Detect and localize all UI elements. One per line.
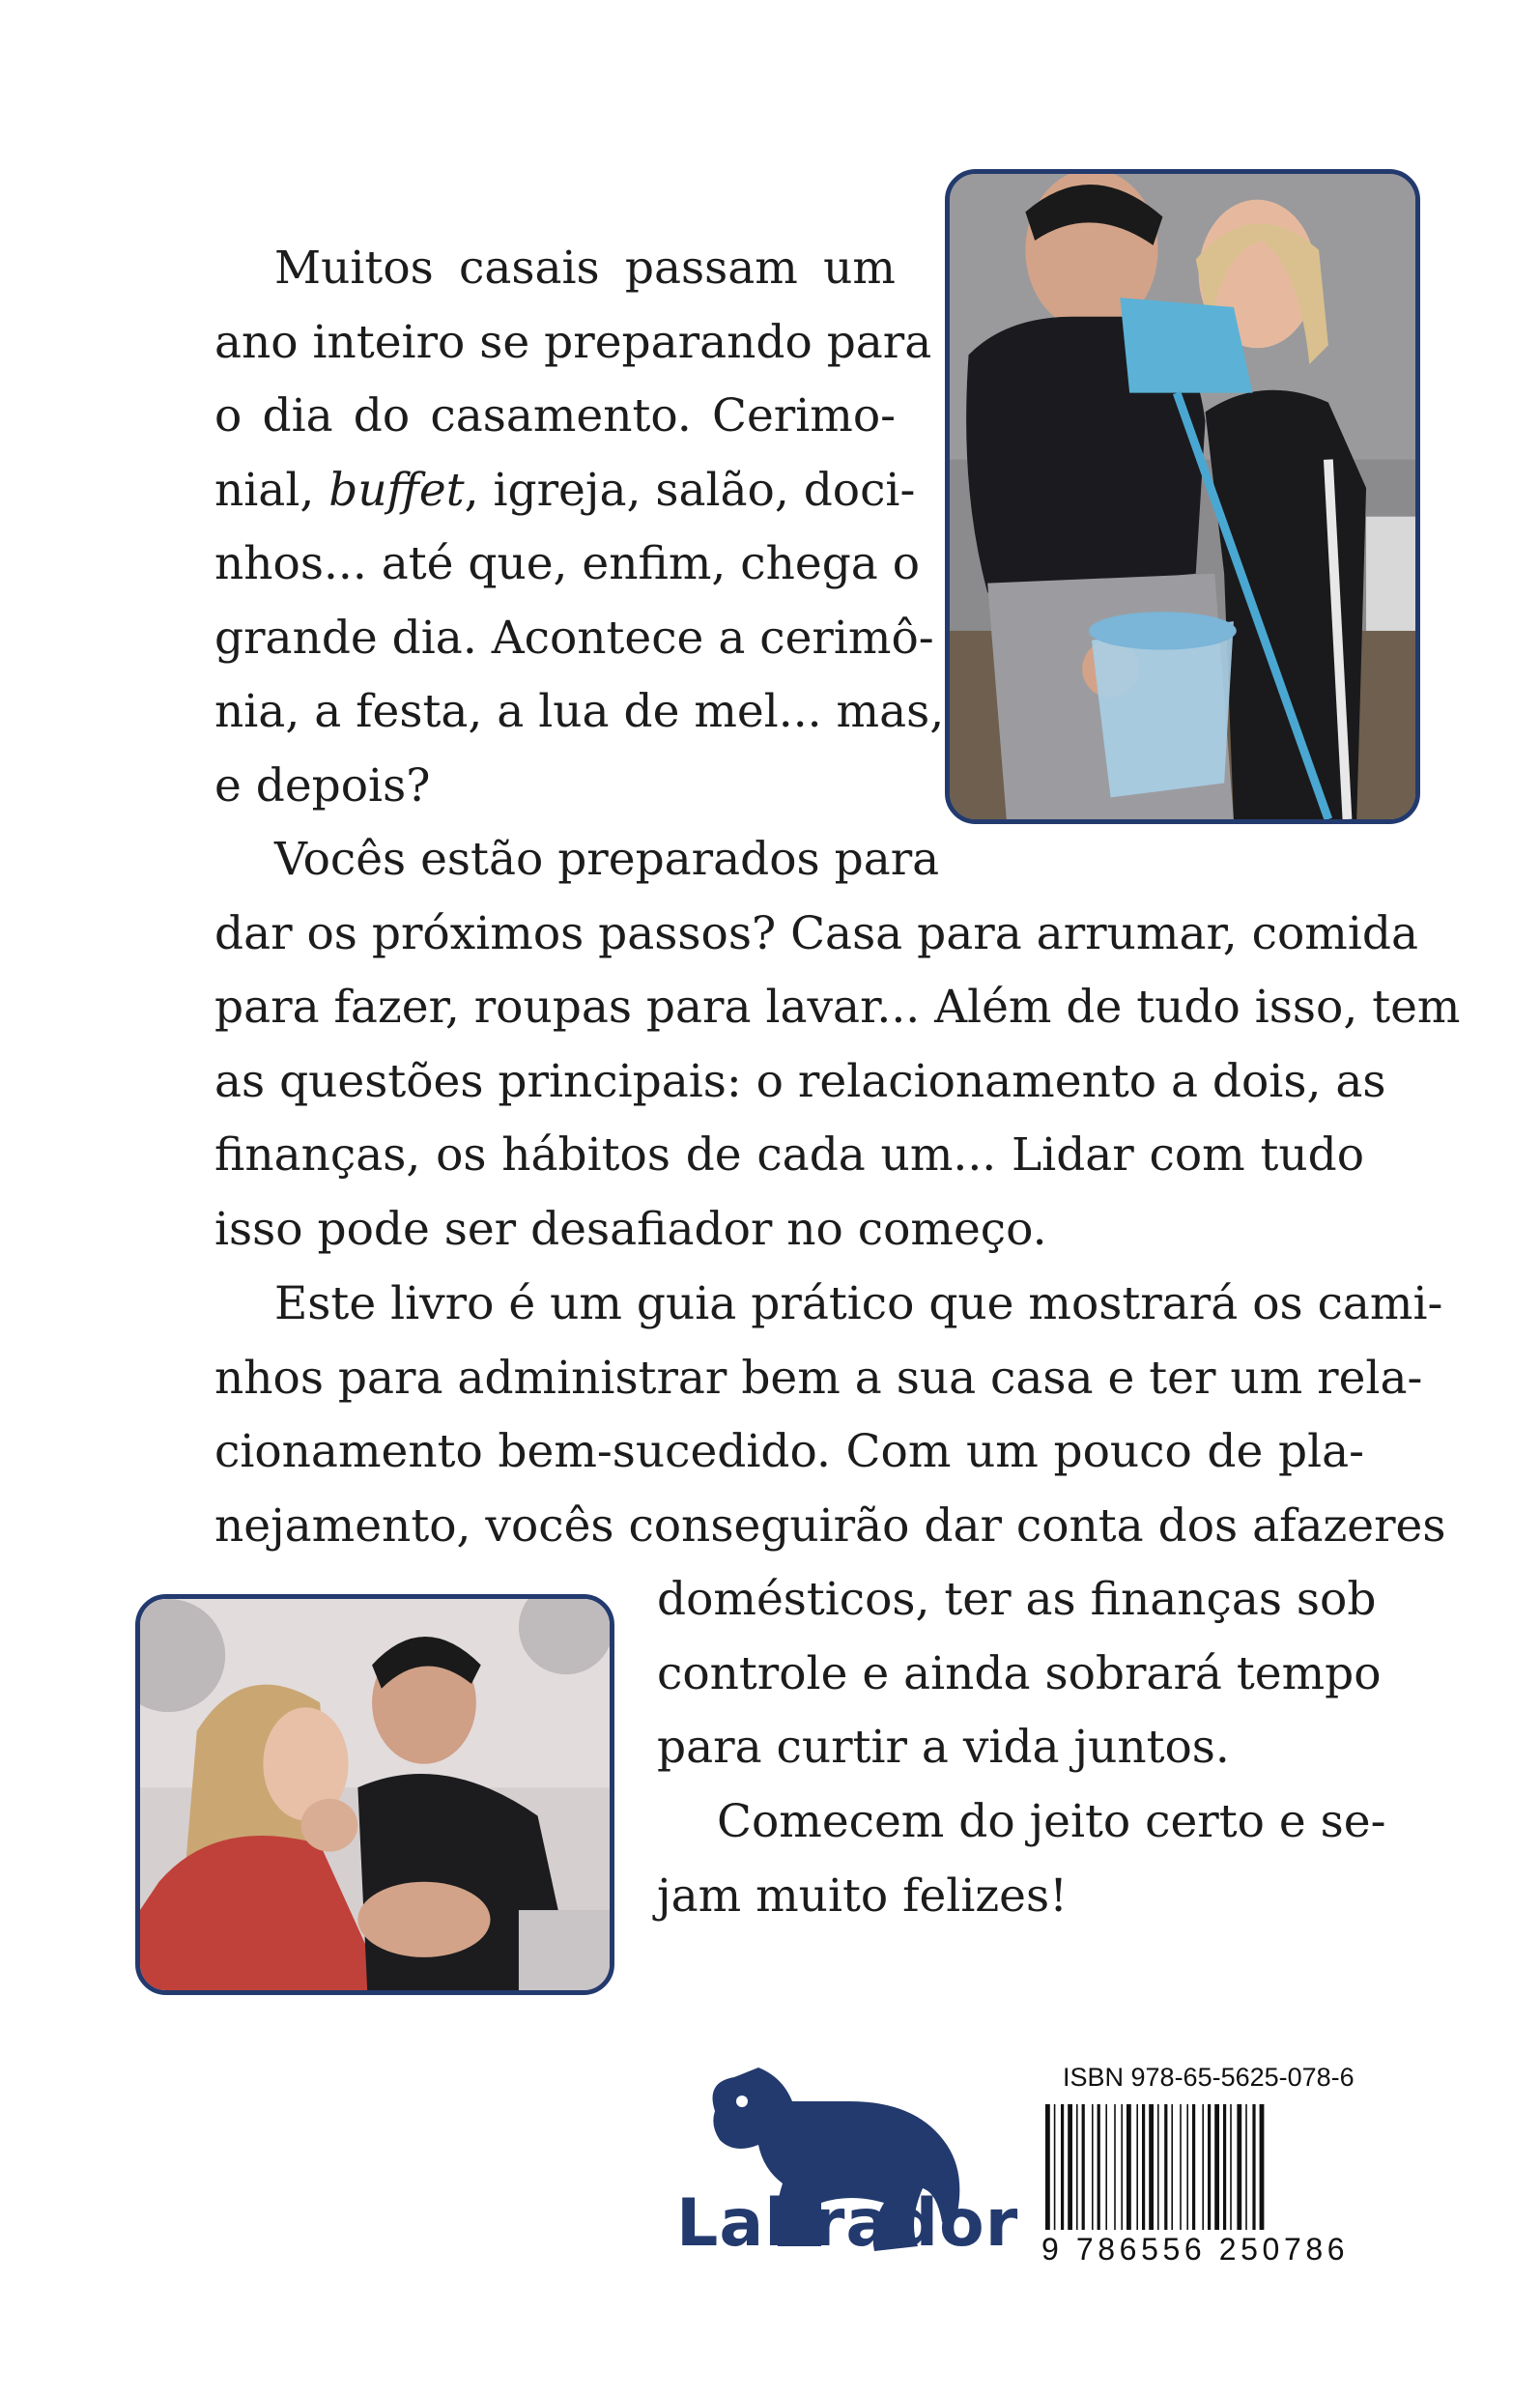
text-line: [214, 454, 916, 528]
barcode-bar: [1098, 2104, 1100, 2230]
barcode: [1041, 2104, 1341, 2230]
barcode-bar: [1252, 2104, 1255, 2230]
paragraph-2: [214, 823, 1461, 1267]
barcode-bar: [1260, 2104, 1265, 2230]
barcode-bar: [1114, 2104, 1116, 2230]
barcode-bar: [1126, 2104, 1131, 2230]
barcode-bar: [1208, 2104, 1211, 2230]
paragraph-3-continued: [657, 1563, 1382, 1785]
barcode-bar: [1171, 2104, 1173, 2230]
barcode-bar: [1245, 2104, 1247, 2230]
text-line: Este livro é um guia prático que mostrará os cami-: [274, 1277, 1443, 1330]
couple-cleaning-photo: [945, 169, 1420, 824]
text-line: nia, a festa, a lua de mel... mas,: [214, 685, 945, 738]
barcode-bar: [1214, 2104, 1219, 2230]
barcode-bar: [1223, 2104, 1226, 2230]
paragraph-4: [657, 1785, 1386, 1933]
barcode-bar: [1180, 2104, 1182, 2230]
barcode-bar: [1230, 2104, 1232, 2230]
text-line: Vocês estão preparados para: [274, 833, 940, 886]
publisher-name: Labrador: [676, 2185, 1019, 2262]
text-line: Comecem do jeito certo e se-: [717, 1795, 1386, 1848]
barcode-bar: [1061, 2104, 1064, 2230]
barcode-bar: [1157, 2104, 1159, 2230]
text-line: domésticos, ter as finanças sob: [657, 1573, 1377, 1626]
barcode-bar: [1121, 2104, 1123, 2230]
paragraph-1: [214, 232, 945, 823]
barcode-bar: [1149, 2104, 1154, 2230]
barcode-bar: [1092, 2104, 1094, 2230]
text-line: para curtir a vida juntos.: [657, 1721, 1230, 1774]
barcode-bar: [1237, 2104, 1241, 2230]
text-line: nejamento, vocês conseguirão dar conta dos afazeres: [214, 1498, 1446, 1553]
text-line: as questões principais: o relacionamento a dois, as: [214, 1054, 1386, 1108]
barcode-bar: [1082, 2104, 1085, 2230]
text-line: jam muito felizes!: [657, 1868, 1068, 1923]
text-line: o dia do casamento. Cerimo-: [214, 389, 896, 442]
barcode-bar: [1186, 2104, 1188, 2230]
barcode-bar: [1192, 2104, 1195, 2230]
text-line: nhos... até que, enfim, chega o: [214, 537, 921, 590]
italic-word: buffet: [328, 463, 465, 517]
barcode-bar: [1068, 2104, 1072, 2230]
barcode-bar: [1136, 2104, 1138, 2230]
text-line: nhos para administrar bem a sua casa e ter um rela-: [214, 1351, 1423, 1405]
barcode-bar: [1105, 2104, 1107, 2230]
barcode-bar: [1076, 2104, 1078, 2230]
isbn-label: ISBN 978-65-5625-078-6: [1063, 2063, 1355, 2092]
barcode-bar: [1142, 2104, 1145, 2230]
barcode-digits: 9 786556 250786: [1041, 2232, 1350, 2267]
text-line: Muitos casais passam um: [274, 242, 896, 295]
barcode-bar: [1054, 2104, 1056, 2230]
text-line: para fazer, roupas para lavar... Além de tudo isso, tem: [214, 981, 1461, 1034]
text-run: , igreja, salão, doci-: [464, 463, 916, 517]
text-line: grande dia. Acontece a cerimô-: [214, 611, 934, 665]
text-line: controle e ainda sobrará tempo: [657, 1646, 1382, 1700]
text-line: e depois?: [214, 758, 431, 813]
barcode-bar: [1202, 2104, 1204, 2230]
barcode-bar: [1045, 2104, 1050, 2230]
text-run: nial,: [214, 463, 329, 517]
paragraph-3: [214, 1268, 1446, 1563]
text-line: dar os próximos passos? Casa para arrumar, comida: [214, 906, 1419, 960]
text-line: isso pode ser desafiador no começo.: [214, 1202, 1047, 1256]
barcode-bar: [1164, 2104, 1167, 2230]
couple-kiss-photo: [135, 1594, 614, 1995]
text-line: ano inteiro se preparando para: [214, 315, 932, 369]
text-line: finanças, os hábitos de cada um... Lidar com tudo: [214, 1128, 1364, 1182]
text-line: cionamento bem-sucedido. Com um pouco de pla-: [214, 1425, 1364, 1478]
